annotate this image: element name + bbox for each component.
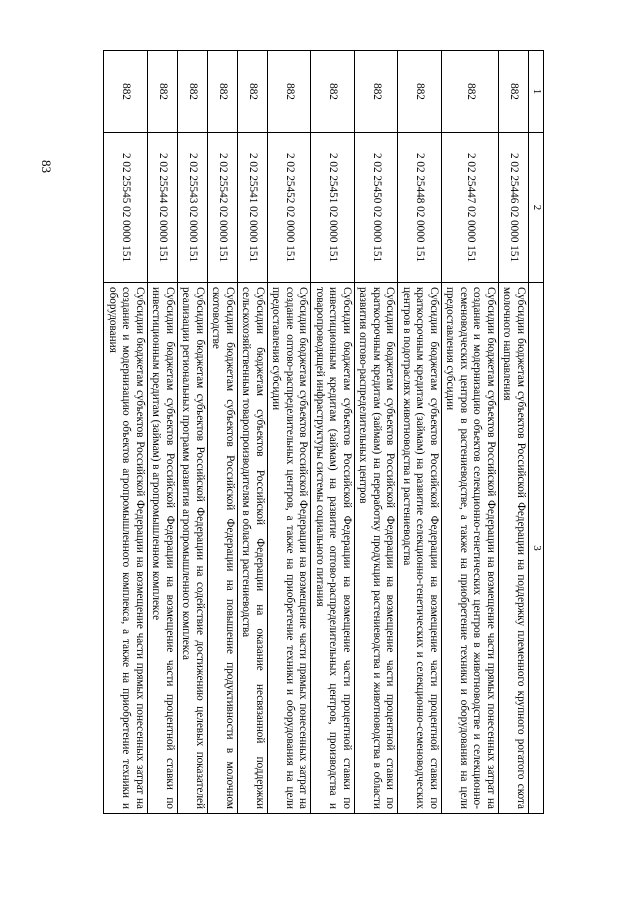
budget-code-cell: 2 02 25447 02 0000 151 bbox=[442, 133, 499, 283]
budget-code-cell: 2 02 25452 02 0000 151 bbox=[268, 133, 312, 283]
budget-code-cell: 2 02 25451 02 0000 151 bbox=[311, 133, 355, 283]
column-header: 1 bbox=[529, 51, 544, 133]
budget-code-cell: 2 02 25450 02 0000 151 bbox=[355, 133, 399, 283]
column-header: 2 bbox=[529, 133, 544, 283]
admin-code-cell: 882 bbox=[499, 51, 529, 133]
page-number: 83 bbox=[39, 160, 54, 173]
admin-code-cell: 882 bbox=[208, 51, 238, 133]
admin-code-cell: 882 bbox=[178, 51, 208, 133]
admin-code-cell: 882 bbox=[398, 51, 442, 133]
budget-code-cell: 2 02 25542 02 0000 151 bbox=[208, 133, 238, 283]
table-row bbox=[208, 51, 238, 814]
budget-code-cell: 2 02 25448 02 0000 151 bbox=[398, 133, 442, 283]
budget-codes-table bbox=[104, 50, 545, 814]
description-cell: Субсидии бюджетам субъектов Российской Федерации на возмещение части прямых понесенных затрат на создание и модернизацию объектов агропромышленного комплекса, а также на приобретение техники и оборудования bbox=[104, 283, 148, 814]
table-row bbox=[499, 51, 529, 814]
column-header: 3 bbox=[529, 283, 544, 814]
table-row bbox=[355, 51, 399, 814]
description-cell: Субсидии бюджетам субъектов Российской Федерации на возмещение части процентной ставки по краткосрочным кредитам (займам) на развитие селекционно-генетических и селекционно-семеноводческих центров в подотраслях животноводства и растениеводства bbox=[398, 283, 442, 814]
admin-code-cell: 882 bbox=[148, 51, 178, 133]
budget-code-cell: 2 02 25545 02 0000 151 bbox=[104, 133, 148, 283]
description-cell: Субсидии бюджетам субъектов Российской Федерации на возмещение части прямых понесенных затрат на создание оптово-распределительных центров, а также на приобретение техники и оборудования на цели предоставления субсидии bbox=[268, 283, 312, 814]
admin-code-cell: 882 bbox=[355, 51, 399, 133]
table-row bbox=[148, 51, 178, 814]
table-row bbox=[442, 51, 499, 814]
admin-code-cell: 882 bbox=[238, 51, 268, 133]
description-cell: Субсидии бюджетам субъектов Российской Федерации на возмещение части процентной ставки по инвестиционным кредитам (займам) в агропромышленном комплексе bbox=[148, 283, 178, 814]
description-cell: Субсидии бюджетам субъектов Российской Федерации на возмещение части прямых понесенных затрат на создание и модернизацию объектов селекционно-генетических центров в животноводстве и селекционно-семеноводческих центров в растениеводстве, а также на приобретение техники и оборудования на цели предоставления субсидии bbox=[442, 283, 499, 814]
description-cell: Субсидии бюджетам субъектов Российской Федерации на возмещение части процентной ставки по краткосрочным кредитам (займам) на переработку продукции растениеводства и животноводства в области развития оптово-распределительных центров bbox=[355, 283, 399, 814]
table-row bbox=[238, 51, 268, 814]
description-cell: Субсидии бюджетам субъектов Российской Федерации на повышение продуктивности в молочном скотоводстве bbox=[208, 283, 238, 814]
table-container bbox=[88, 50, 544, 813]
table-row bbox=[268, 51, 312, 814]
admin-code-cell: 882 bbox=[442, 51, 499, 133]
admin-code-cell: 882 bbox=[268, 51, 312, 133]
admin-code-cell: 882 bbox=[311, 51, 355, 133]
table-row bbox=[311, 51, 355, 814]
description-cell: Субсидии бюджетам субъектов Российской Федерации на содействие достижению целевых показателей реализации региональных программ развития агропромышленного комплекса bbox=[178, 283, 208, 814]
budget-code-cell: 2 02 25446 02 0000 151 bbox=[499, 133, 529, 283]
description-cell: Субсидии бюджетам субъектов Российской Федерации на оказание несвязанной поддержки сельскохозяйственным товаропроизводителям в области растениеводства bbox=[238, 283, 268, 814]
table-row bbox=[178, 51, 208, 814]
admin-code-cell: 882 bbox=[104, 51, 148, 133]
budget-code-cell: 2 02 25544 02 0000 151 bbox=[148, 133, 178, 283]
description-cell: Субсидии бюджетам субъектов Российской Федерации на возмещение части процентной ставки по инвестиционным кредитам (займам) на развитие оптово-распределительных центров, производства и товаропроводящей инфраструктуры системы социального питания bbox=[311, 283, 355, 814]
table-header-row bbox=[529, 51, 544, 814]
description-cell: Субсидии бюджетам субъектов Российской Федерации на поддержку племенного крупного рогатого скота молочного направления bbox=[499, 283, 529, 814]
budget-code-cell: 2 02 25543 02 0000 151 bbox=[178, 133, 208, 283]
budget-code-cell: 2 02 25541 02 0000 151 bbox=[238, 133, 268, 283]
table-row bbox=[398, 51, 442, 814]
table-row bbox=[104, 51, 148, 814]
